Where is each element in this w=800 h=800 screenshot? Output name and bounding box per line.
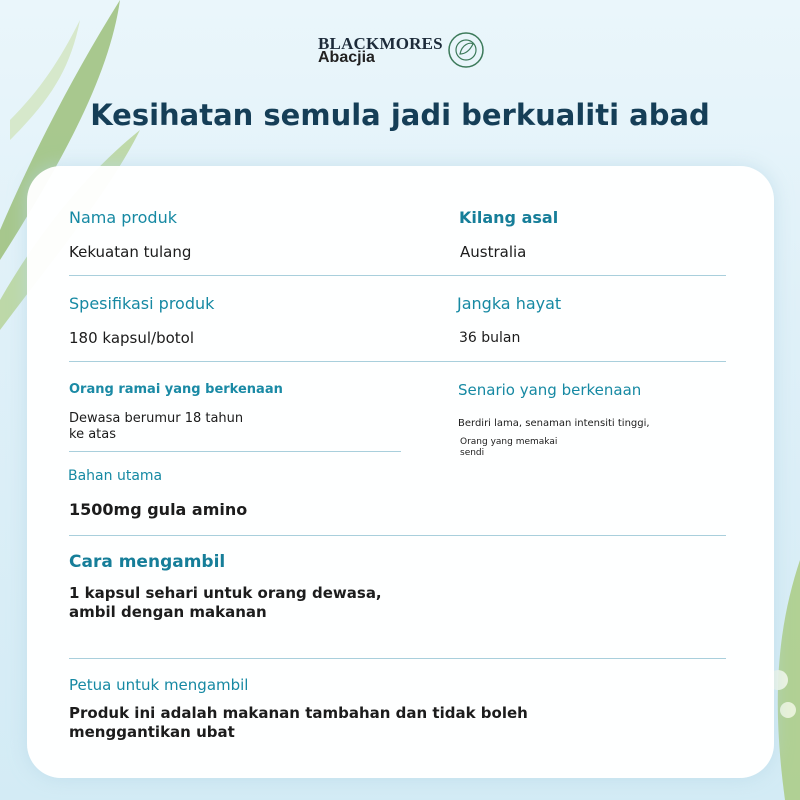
tips-value-line2: menggantikan ubat [69, 723, 235, 741]
brand-subname: Abacjia [318, 49, 375, 66]
divider [69, 361, 726, 362]
divider [69, 451, 401, 452]
ingredient-value: 1500mg gula amino [69, 500, 248, 519]
product-info-card [27, 166, 774, 778]
divider [69, 535, 726, 536]
scenario-value-line2: Orang yang memakai [460, 437, 558, 447]
usage-value-line1: 1 kapsul sehari untuk orang dewasa, [69, 584, 382, 602]
scenario-label: Senario yang berkenaan [458, 381, 642, 399]
origin-label: Kilang asal [459, 208, 559, 227]
brand-logo [318, 30, 488, 74]
divider [69, 658, 726, 659]
audience-value-line2: ke atas [69, 427, 116, 442]
divider [69, 275, 726, 276]
origin-value: Australia [460, 243, 527, 261]
page-headline: Kesihatan semula jadi berkualiti abad [90, 98, 710, 132]
spec-label: Spesifikasi produk [69, 294, 215, 313]
shelf-life-value: 36 bulan [459, 330, 521, 346]
scenario-value-line1: Berdiri lama, senaman intensiti tinggi, [458, 418, 650, 429]
audience-value-line1: Dewasa berumur 18 tahun [69, 411, 244, 426]
brand-name: BLACKMORES [318, 34, 443, 53]
product-name-label: Nama produk [69, 208, 177, 227]
ingredient-label: Bahan utama [68, 468, 163, 484]
tips-label: Petua untuk mengambil [69, 676, 249, 694]
audience-label: Orang ramai yang berkenaan [69, 382, 283, 397]
usage-value-line2: ambil dengan makanan [69, 603, 267, 621]
shelf-life-label: Jangka hayat [457, 294, 562, 313]
tips-value-line1: Produk ini adalah makanan tambahan dan tidak boleh [69, 704, 528, 722]
scenario-value-line3: sendi [460, 448, 485, 458]
product-name-value: Kekuatan tulang [69, 243, 192, 261]
usage-label: Cara mengambil [69, 552, 226, 572]
seal-icon [446, 30, 486, 70]
spec-value: 180 kapsul/botol [69, 329, 195, 347]
